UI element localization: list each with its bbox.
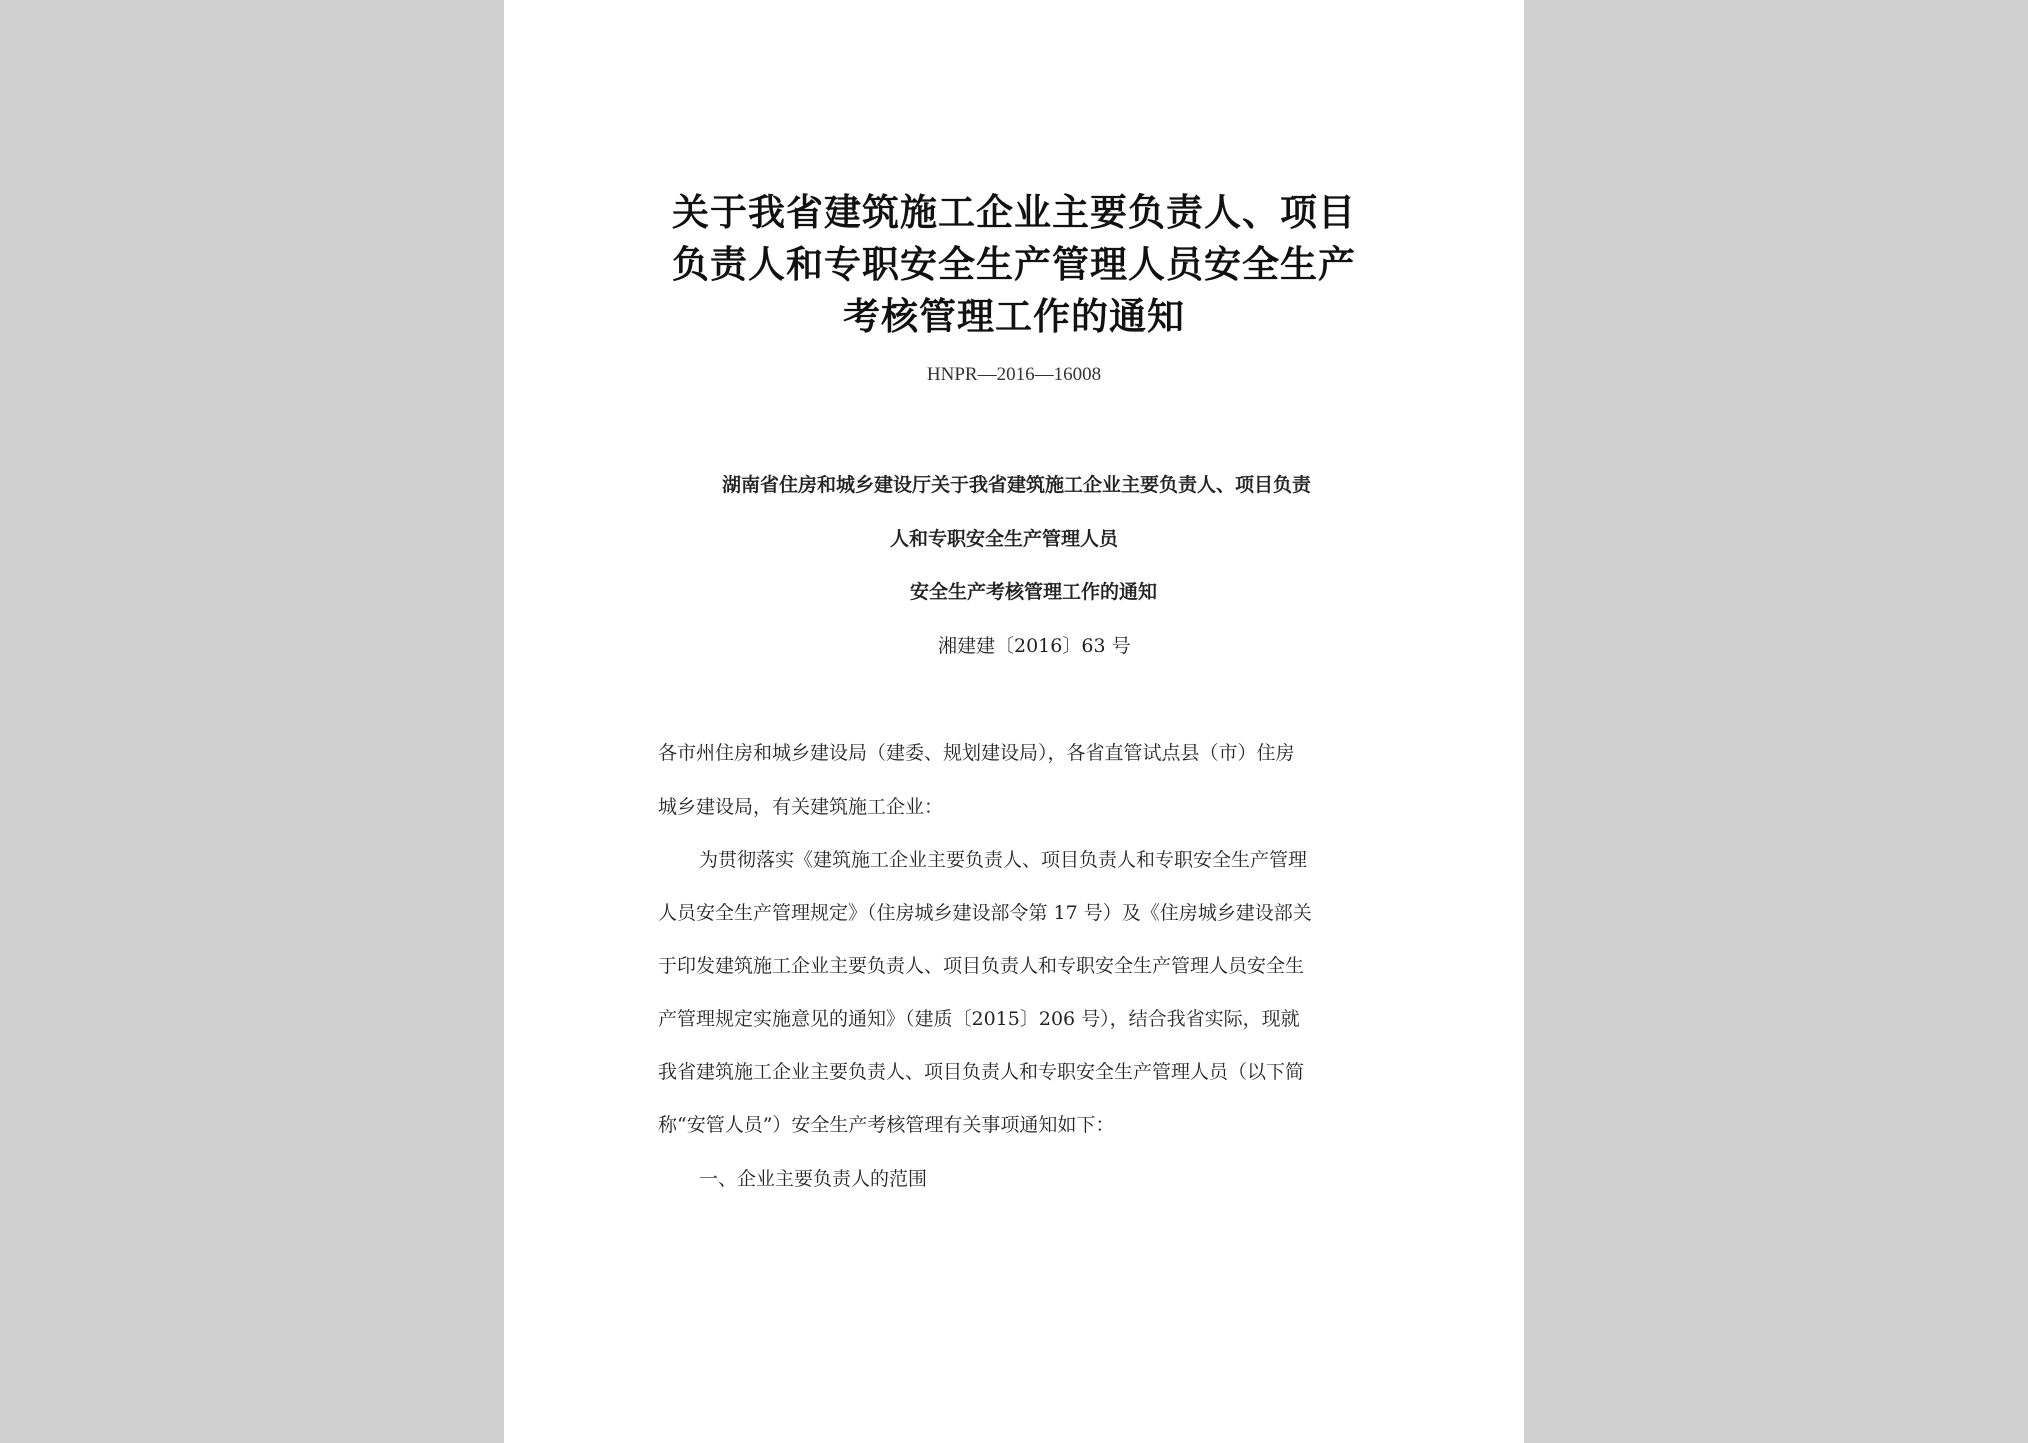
subtitle-line: 人和专职安全生产管理人员	[890, 528, 1119, 550]
body-line: 称“安管人员”）安全生产考核管理有关事项通知如下：	[658, 1114, 1115, 1136]
body-line: 为贯彻落实《建筑施工企业主要负责人、项目负责人和专职安全生产管理	[699, 849, 1308, 871]
body-line: 城乡建设局，有关建筑施工企业：	[658, 796, 944, 818]
title-line: 关于我省建筑施工企业主要负责人、项目	[672, 190, 1356, 234]
body-line: 我省建筑施工企业主要负责人、项目负责人和专职安全生产管理人员（以下简	[658, 1061, 1305, 1083]
title-line: 考核管理工作的通知	[843, 294, 1185, 338]
subtitle-line: 安全生产考核管理工作的通知	[910, 581, 1158, 603]
document-title	[504, 186, 1524, 342]
body-line: 产管理规定实施意见的通知》（建质〔2015〕206 号），结合我省实际，现就	[658, 1008, 1300, 1030]
document-page	[504, 0, 1524, 1443]
section-heading: 一、企业主要负责人的范围	[699, 1168, 928, 1190]
subtitle-line: 湖南省住房和城乡建设厅关于我省建筑施工企业主要负责人、项目负责	[722, 474, 1312, 496]
title-line: 负责人和专职安全生产管理人员安全生产	[672, 242, 1356, 286]
document-code: HNPR—2016—16008	[926, 364, 1102, 385]
body-line: 人员安全生产管理规定》（住房城乡建设部令第 17 号）及《住房城乡建设部关	[658, 902, 1312, 924]
body-line: 各市州住房和城乡建设局（建委、规划建设局），各省直管试点县（市）住房	[658, 742, 1295, 764]
document-number: 湘建建〔2016〕63 号	[938, 635, 1131, 657]
body-line: 于印发建筑施工企业主要负责人、项目负责人和专职安全生产管理人员安全生	[658, 955, 1305, 977]
